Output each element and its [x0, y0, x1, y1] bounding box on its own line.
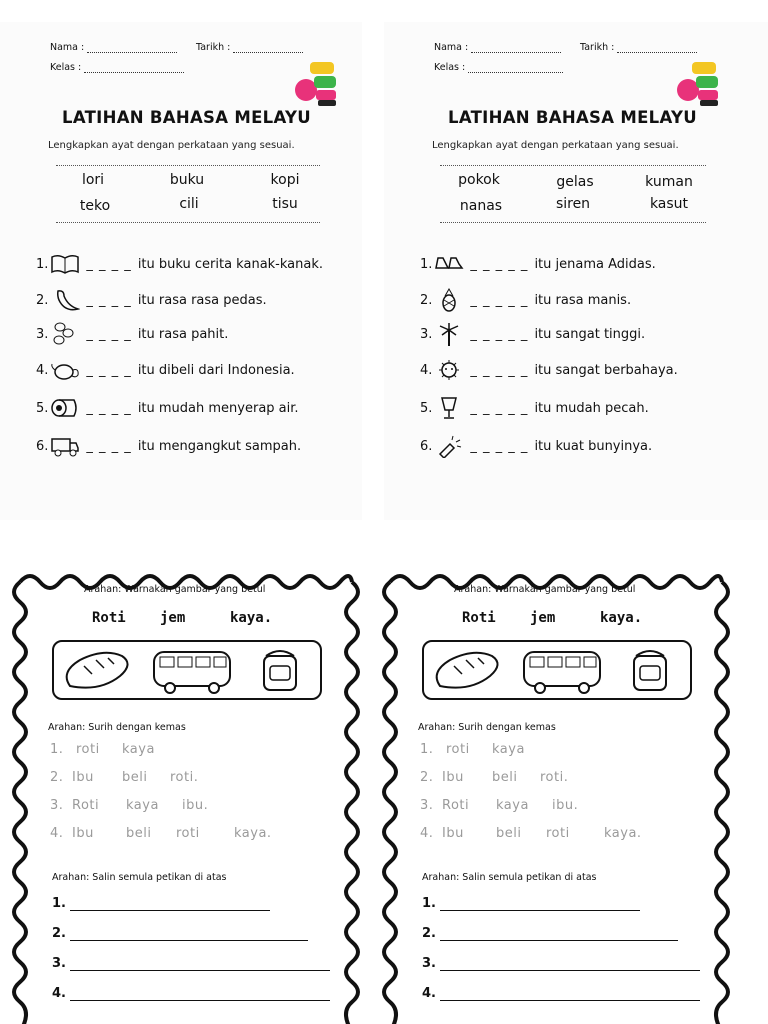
question-text: itu rasa manis.	[534, 292, 632, 308]
question-row	[36, 358, 295, 382]
shoes-icon	[434, 252, 464, 276]
teapot-icon	[50, 358, 80, 382]
question-row	[36, 288, 267, 312]
question-number: 6.	[36, 438, 49, 454]
word-option: kuman	[645, 174, 693, 190]
question-number: 5.	[420, 400, 433, 416]
bread-icon[interactable]	[437, 653, 498, 688]
van-icon[interactable]	[524, 652, 600, 693]
wavy-border	[12, 562, 360, 1024]
instruction-colour: Arahan: Warnakan gambar yang betul	[84, 584, 266, 595]
answer-blank[interactable]: _ _ _ _ _	[470, 292, 529, 308]
tree-icon	[434, 322, 464, 346]
question-text: itu dibeli dari Indonesia.	[137, 362, 295, 378]
trace-line	[420, 798, 578, 813]
answer-blank[interactable]: _ _ _ _ _	[470, 438, 529, 454]
trace-line	[420, 742, 525, 757]
colouring-sheet-right	[382, 562, 730, 1024]
wavy-border	[382, 562, 730, 1024]
truck-icon	[50, 434, 80, 458]
trace-word: roti	[76, 742, 100, 757]
answer-line[interactable]	[70, 929, 308, 941]
copy-line[interactable]	[422, 896, 640, 911]
jam-jar-icon[interactable]	[264, 651, 296, 690]
word-roti: Roti	[462, 610, 496, 626]
trace-word: Ibu	[442, 770, 464, 785]
trace-line	[420, 826, 642, 841]
question-row	[420, 358, 678, 382]
trace-word: ibu.	[182, 798, 209, 813]
siren-icon	[434, 434, 464, 458]
trace-line	[50, 826, 272, 841]
van-icon[interactable]	[154, 652, 230, 693]
tarikh-label: Tarikh :	[196, 42, 231, 53]
question-number: 2.	[36, 292, 49, 308]
kelas-label: Kelas :	[434, 62, 466, 73]
question-row	[420, 252, 656, 276]
question-text: itu rasa rasa pedas.	[137, 292, 267, 308]
nama-field	[50, 42, 177, 53]
question-number: 1.	[420, 256, 433, 272]
trace-word: Roti	[442, 798, 470, 813]
word-kaya: kaya.	[230, 610, 273, 626]
copy-line[interactable]	[52, 896, 270, 911]
question-row	[420, 322, 645, 346]
question-number: 6.	[420, 438, 433, 454]
copy-number: 3.	[422, 956, 436, 971]
word-roti: Roti	[92, 610, 126, 626]
trace-word: Ibu	[72, 770, 94, 785]
copy-number: 4.	[52, 986, 66, 1001]
answer-line[interactable]	[440, 929, 678, 941]
copy-line[interactable]	[422, 926, 678, 941]
answer-blank[interactable]: _ _ _ _	[86, 292, 132, 308]
question-number: 5.	[36, 400, 49, 416]
picture-row	[424, 642, 690, 698]
trace-word: kaya	[126, 798, 159, 813]
picture-row	[54, 642, 320, 698]
answer-blank[interactable]: _ _ _ _	[86, 400, 132, 416]
instruction-copy: Arahan: Salin semula petikan di atas	[52, 872, 227, 883]
trace-line	[50, 742, 155, 757]
divider	[56, 222, 320, 223]
trace-number: 2.	[50, 770, 64, 785]
word-jem: jem	[530, 610, 556, 626]
copy-number: 3.	[52, 956, 66, 971]
trace-word: kaya	[496, 798, 529, 813]
copy-line[interactable]	[422, 956, 700, 971]
word-option: cili	[179, 196, 199, 212]
copy-line[interactable]	[52, 956, 330, 971]
question-text: itu mudah pecah.	[534, 400, 649, 416]
trace-number: 4.	[50, 826, 64, 841]
picture-box	[52, 640, 322, 700]
question-row	[420, 396, 649, 420]
instruction-trace: Arahan: Surih dengan kemas	[48, 722, 186, 733]
copy-number: 4.	[422, 986, 436, 1001]
answer-line[interactable]	[70, 989, 330, 1001]
question-number: 3.	[36, 326, 49, 342]
colouring-sheet-left	[12, 562, 360, 1024]
trace-word: roti.	[170, 770, 199, 785]
tissue-roll-icon	[50, 396, 80, 420]
divider	[440, 222, 706, 223]
answer-blank[interactable]: _ _ _ _ _	[470, 362, 529, 378]
instruction-colour: Arahan: Warnakan gambar yang betul	[454, 584, 636, 595]
answer-blank[interactable]: _ _ _ _	[86, 438, 132, 454]
question-text: itu mudah menyerap air.	[137, 400, 299, 416]
answer-line[interactable]	[70, 899, 270, 911]
trace-word: beli	[126, 826, 152, 841]
trace-word: beli	[122, 770, 148, 785]
answer-line[interactable]	[70, 959, 330, 971]
answer-line[interactable]	[440, 899, 640, 911]
answer-blank[interactable]: _ _ _ _	[86, 326, 132, 342]
copy-number: 1.	[52, 896, 66, 911]
question-text: itu mengangkut sampah.	[137, 438, 302, 454]
question-row	[36, 322, 228, 346]
tarikh-field	[196, 42, 303, 53]
trace-line	[420, 770, 568, 785]
question-number: 2.	[420, 292, 433, 308]
coffee-beans-icon	[50, 322, 80, 346]
answer-blank[interactable]: _ _ _ _	[86, 362, 132, 378]
worksheet-a	[0, 22, 362, 520]
trace-word: kaya	[492, 742, 525, 757]
page-title: LATIHAN BAHASA MELAYU	[448, 108, 697, 127]
nama-field	[434, 42, 561, 53]
word-kaya: kaya.	[600, 610, 643, 626]
answer-line[interactable]	[440, 989, 700, 1001]
question-text: itu sangat berbahaya.	[534, 362, 678, 378]
trace-word: kaya.	[604, 826, 642, 841]
book-icon	[50, 252, 80, 276]
tarikh-field	[580, 42, 697, 53]
word-option: buku	[169, 172, 205, 188]
copy-number: 2.	[422, 926, 436, 941]
question-row	[36, 252, 323, 276]
word-option: pokok	[458, 172, 500, 188]
instruction-text: Lengkapkan ayat dengan perkataan yang sesuai.	[48, 140, 295, 151]
question-row	[36, 396, 299, 420]
copy-number: 1.	[422, 896, 436, 911]
copy-number: 2.	[52, 926, 66, 941]
question-number: 1.	[36, 256, 49, 272]
word-option: siren	[555, 196, 591, 212]
word-option: tisu	[272, 196, 298, 212]
simple-fun-logo	[674, 56, 720, 108]
trace-number: 3.	[50, 798, 64, 813]
question-text: itu sangat tinggi.	[534, 326, 646, 342]
question-row	[420, 434, 652, 458]
trace-line	[50, 770, 198, 785]
divider	[440, 165, 706, 166]
question-number: 4.	[420, 362, 433, 378]
chili-icon	[50, 288, 80, 312]
question-number: 4.	[36, 362, 49, 378]
kelas-field	[434, 62, 563, 73]
jam-jar-icon[interactable]	[634, 651, 666, 690]
trace-word: kaya	[122, 742, 155, 757]
trace-number: 3.	[420, 798, 434, 813]
copy-line[interactable]	[52, 926, 308, 941]
copy-line[interactable]	[422, 986, 700, 1001]
trace-number: 1.	[50, 742, 64, 757]
trace-word: roti	[176, 826, 200, 841]
trace-number: 2.	[420, 770, 434, 785]
divider	[56, 165, 320, 166]
trace-word: Ibu	[442, 826, 464, 841]
word-option: nanas	[459, 198, 503, 214]
trace-line	[50, 798, 208, 813]
trace-number: 4.	[420, 826, 434, 841]
question-text: itu buku cerita kanak-kanak.	[137, 256, 324, 272]
trace-word: roti	[546, 826, 570, 841]
kelas-field	[50, 62, 184, 73]
answer-blank[interactable]: _ _ _ _	[86, 256, 132, 272]
tarikh-label: Tarikh :	[580, 42, 615, 53]
pineapple-icon	[434, 288, 464, 312]
trace-number: 1.	[420, 742, 434, 757]
trace-word: ibu.	[552, 798, 579, 813]
word-option: kopi	[270, 172, 300, 188]
word-option: teko	[79, 198, 111, 214]
instruction-text: Lengkapkan ayat dengan perkataan yang sesuai.	[432, 140, 679, 151]
question-text: itu jenama Adidas.	[534, 256, 656, 272]
instruction-copy: Arahan: Salin semula petikan di atas	[422, 872, 597, 883]
kelas-label: Kelas :	[50, 62, 82, 73]
simple-fun-logo	[292, 56, 338, 108]
copy-line[interactable]	[52, 986, 330, 1001]
word-option: gelas	[556, 174, 594, 190]
trace-word: roti.	[540, 770, 569, 785]
answer-line[interactable]	[440, 959, 700, 971]
question-row	[36, 434, 301, 458]
word-jem: jem	[160, 610, 186, 626]
word-option: kasut	[649, 196, 689, 212]
picture-box	[422, 640, 692, 700]
bread-icon[interactable]	[67, 653, 128, 688]
answer-blank[interactable]: _ _ _ _ _	[470, 400, 529, 416]
question-text: itu kuat bunyinya.	[534, 438, 653, 454]
trace-word: roti	[446, 742, 470, 757]
nama-label: Nama :	[434, 42, 469, 53]
nama-label: Nama :	[50, 42, 85, 53]
question-text: itu rasa pahit.	[137, 326, 229, 342]
germ-icon	[434, 358, 464, 382]
glass-icon	[434, 396, 464, 420]
question-row	[420, 288, 631, 312]
trace-word: Ibu	[72, 826, 94, 841]
word-option: lori	[81, 172, 105, 188]
trace-word: beli	[492, 770, 518, 785]
answer-blank[interactable]: _ _ _ _ _	[470, 256, 529, 272]
trace-word: beli	[496, 826, 522, 841]
answer-blank[interactable]: _ _ _ _ _	[470, 326, 529, 342]
instruction-trace: Arahan: Surih dengan kemas	[418, 722, 556, 733]
worksheet-b	[384, 22, 768, 520]
question-number: 3.	[420, 326, 433, 342]
trace-word: kaya.	[234, 826, 272, 841]
trace-word: Roti	[72, 798, 100, 813]
page-title: LATIHAN BAHASA MELAYU	[62, 108, 311, 127]
